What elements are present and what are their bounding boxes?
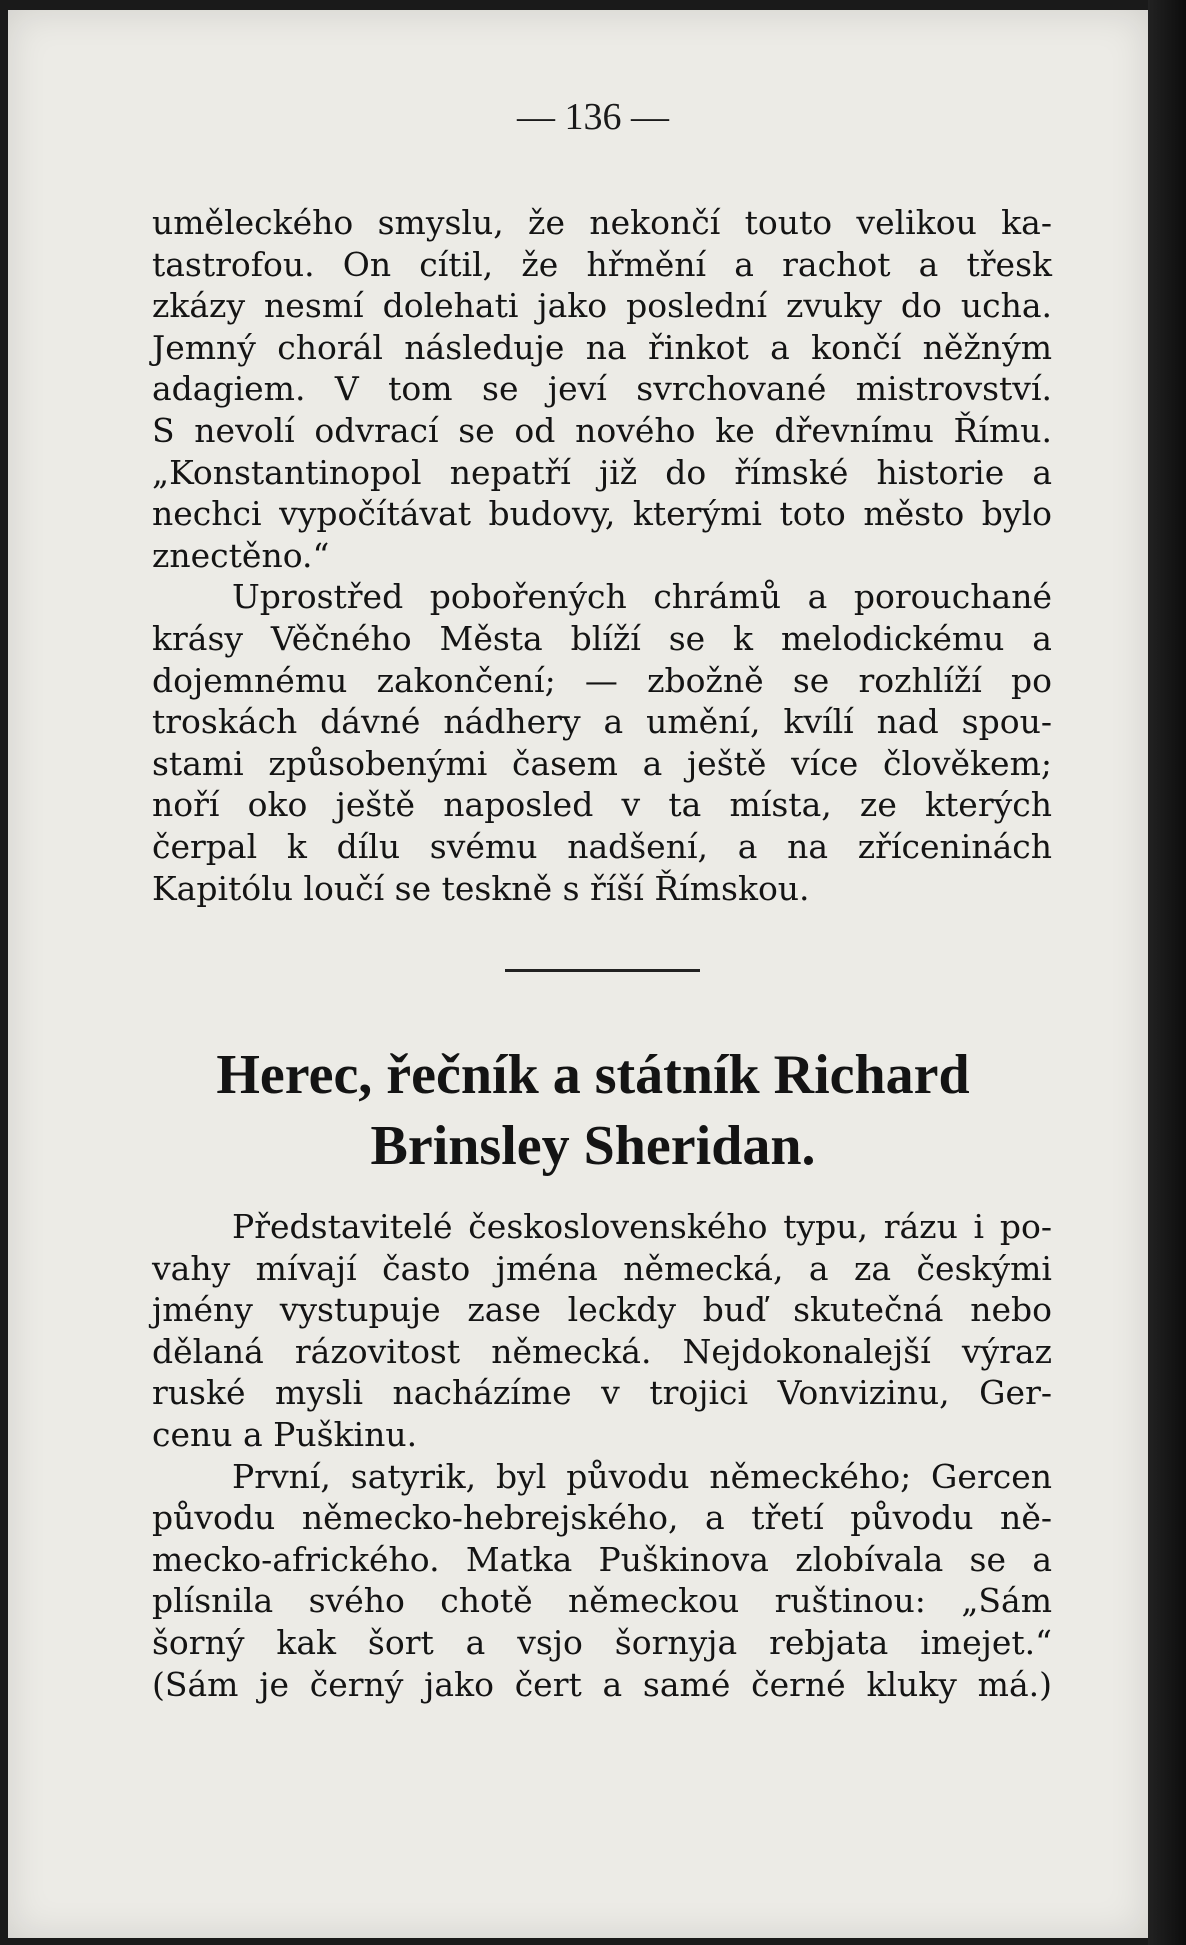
section-heading-line-1: Herec, řečník a státník Richard [216,1044,970,1106]
text-line: jmény vystupuje zase leckdy buď skutečná nebo [152,1290,1052,1330]
section-heading-line-2: Brinsley Sheridan. [370,1115,816,1177]
text-line: „Konstantinopol nepatří již do římské historie a [152,452,1052,492]
text-line: zkázy nesmí dolehati jako poslední zvuky do ucha. [152,286,1052,326]
page-edge-shadow [1148,0,1186,1945]
text-line: adagiem. V tom se jeví svrchované mistrovství. [152,369,1052,409]
text-line: Představitelé československého typu, rázu i po- [232,1207,1052,1246]
text-line: nechci vypočítávat budovy, kterými toto město bylo [152,494,1052,534]
text-line: mecko-afrického. Matka Puškinova zlobívala se a [152,1539,1052,1579]
text-line: dojemnému zakončení; — zbožně se rozhlíží po [152,660,1052,700]
text-line: šorný kak šort a vsjo šornyja rebjata imejet.“ [152,1622,1052,1662]
text-line: čerpal k dílu svému nadšení, a na zříceninách [152,826,1052,866]
text-line: S nevolí odvrací se od nového ke dřevnímu Římu. [152,410,1052,450]
text-line: krásy Věčného Města blíží se k melodickému a [152,618,1052,658]
text-line: původu německo-hebrejského, a třetí původu ně- [152,1498,1052,1538]
text-line: noří oko ještě naposled v ta místa, ze kterých [152,785,1052,825]
text-line: ruské mysli nacházíme v trojici Vonvizinu, Ger- [152,1373,1052,1413]
page-number: — 136 — [517,96,669,138]
section-separator [505,969,700,972]
text-line: uměleckého smyslu, že nekončí touto velikou ka- [152,203,1052,242]
text-line: troskách dávné nádhery a umění, kvílí nad spou- [152,702,1052,742]
text-line: Jemný chorál následuje na řinkot a končí něžným [152,327,1052,367]
text-line: Uprostřed pobořených chrámů a porouchané [232,577,1052,617]
text-line: První, satyrik, byl původu německého; Gercen [232,1456,1052,1496]
text-block-upper [152,202,1052,909]
text-line: stami způsobenými časem a ještě více člověkem; [152,743,1052,783]
text-line: znectěno.“ [152,535,330,575]
text-block-lower [152,1206,1052,1705]
text-line: Kapitólu loučí se teskně s říší Římskou. [152,868,810,908]
text-line: cenu a Puškinu. [152,1414,418,1454]
text-line: vahy mívají často jména německá, a za českými [152,1248,1052,1288]
text-line: (Sám je černý jako čert a samé černé kluky má.) [152,1664,1052,1704]
text-line: plísnila svého chotě německou ruštinou: „Sám [152,1581,1052,1621]
text-line: tastrofou. On cítil, že hřmění a rachot a třesk [152,244,1052,284]
text-line: dělaná rázovitost německá. Nejdokonalejší výraz [152,1331,1052,1371]
